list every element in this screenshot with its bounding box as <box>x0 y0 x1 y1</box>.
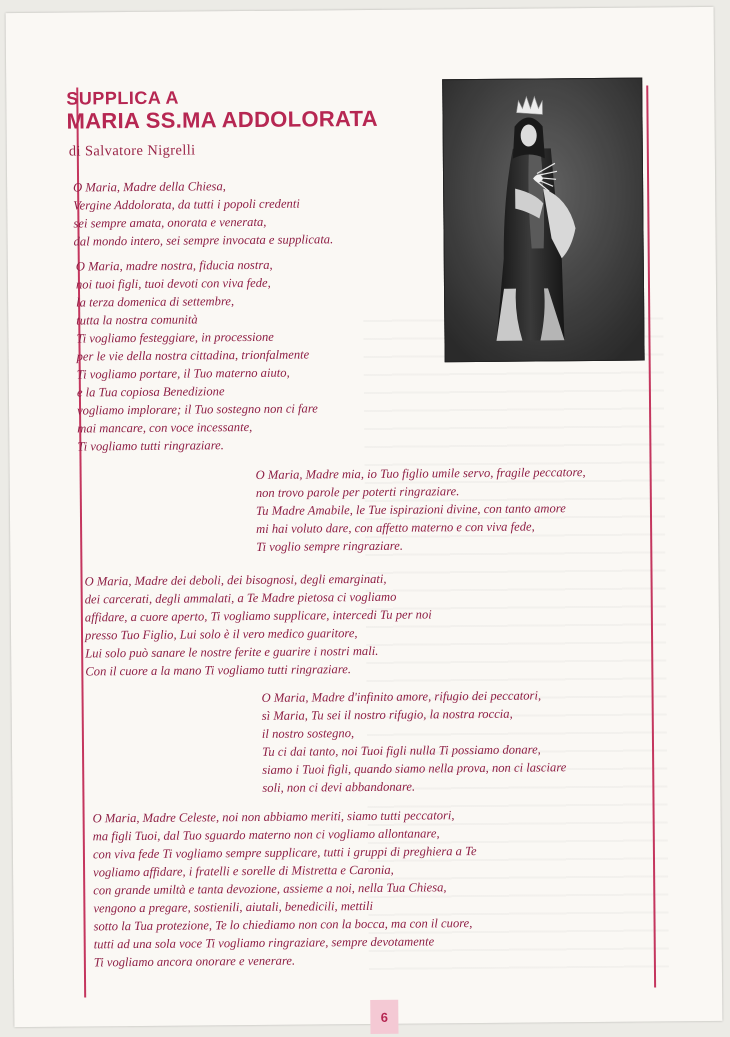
title-line-1: SUPPLICA A <box>66 87 180 109</box>
stanza-1 <box>73 176 333 250</box>
stanza-line: tutti ad una sola voce Ti vogliamo ringraziare, sempre devotamente <box>93 934 435 952</box>
stanza-line: soli, non ci devi abbandonare. <box>262 779 416 795</box>
madonna-statue-photo <box>442 78 644 363</box>
stanza-line: e la Tua copiosa Benedizione <box>76 384 225 400</box>
stanza-line: O Maria, Madre della Chiesa, <box>73 179 226 195</box>
stanza-line: per le vie della nostra cittadina, trionfalmente <box>76 347 310 364</box>
stanza-line: O Maria, madre nostra, fiducia nostra, <box>75 257 273 274</box>
stanza-line: Tu Madre Amabile, le Tue ispirazioni divine, con tanto amore <box>255 501 566 518</box>
stanza-line: ma figli Tuoi, dal Tuo sguardo materno non ci vogliamo allontanare, <box>92 826 440 844</box>
stanza-line: Ti vogliamo tutti ringraziare. <box>77 438 224 454</box>
stanza-line: affidare, a cuore aperto, Ti vogliamo supplicare, intercedi Tu per noi <box>84 607 432 625</box>
author-byline: di Salvatore Nigrelli <box>68 142 196 160</box>
stanza-line: O Maria, Madre dei deboli, dei bisognosi, degli emarginati, <box>84 571 387 589</box>
stanza-line: dal mondo intero, sei sempre invocata e supplicata. <box>73 232 334 249</box>
page <box>6 7 723 1027</box>
stanza-line: Tu ci dai tanto, noi Tuoi figli nulla Ti possiamo donare, <box>261 742 541 759</box>
stanza-line: Ti voglio sempre ringraziare. <box>256 538 404 554</box>
stanza-6 <box>93 806 478 971</box>
stanza-line: O Maria, Madre Celeste, noi non abbiamo meriti, siamo tutti peccatori, <box>92 808 455 826</box>
stanza-line: mai mancare, con voce incessante, <box>77 419 253 436</box>
stanza-line: tutta la nostra comunità <box>76 312 198 328</box>
stanza-line: noi tuoi figli, tuoi devoti con viva fede, <box>75 275 271 292</box>
stanza-line: presso Tuo Figlio, Lui solo è il vero medico guaritore, <box>84 626 358 643</box>
stanza-line: il nostro sostegno, <box>261 726 355 741</box>
stanza-3 <box>256 463 587 556</box>
stanza-line: con grande umiltà e tanta devozione, assieme a noi, nella Tua Chiesa, <box>93 880 447 898</box>
stanza-line: mi hai voluto dare, con affetto materno e con viva fede, <box>256 519 535 536</box>
stanza-line: Ti vogliamo ancora onorare e venerare. <box>93 953 296 970</box>
stanza-line: vengono a pregare, sostienili, aiutali, benedicili, mettili <box>93 898 374 916</box>
stanza-line: vogliamo implorare; il Tuo sostegno non ci fare <box>76 401 318 418</box>
stanza-2 <box>76 255 319 455</box>
stanza-line: sei sempre amata, onorata e venerata, <box>73 214 267 231</box>
stanza-4 <box>84 569 432 680</box>
stanza-line: vogliamo affidare, i fratelli e sorelle di Mistretta e Caronia, <box>93 862 394 880</box>
title-line-2: MARIA SS.MA ADDOLORATA <box>66 105 378 134</box>
stanza-line: Vergine Addolorata, da tutti i popoli credenti <box>73 196 300 213</box>
stanza-line: O Maria, Madre d'infinito amore, rifugio dei peccatori, <box>261 688 542 705</box>
stanza-line: sotto la Tua protezione, Te lo chiediamo non con la bocca, ma con il cuore, <box>93 916 473 934</box>
stanza-line: O Maria, Madre mia, io Tuo figlio umile servo, fragile peccatore, <box>255 465 586 482</box>
stanza-line: siamo i Tuoi figli, quando siamo nella prova, non ci lasciare <box>262 760 567 777</box>
stanza-line: la terza domenica di settembre, <box>76 294 235 310</box>
stanza-5 <box>261 686 566 797</box>
stanza-line: Ti vogliamo portare, il Tuo materno aiuto, <box>76 365 290 382</box>
stanza-line: non trovo parole per poterti ringraziare. <box>255 484 460 500</box>
stanza-line: Ti vogliamo festeggiare, in processione <box>76 329 274 346</box>
stanza-line: Con il cuore a la mano Ti vogliamo tutti ringraziare. <box>85 662 352 679</box>
stanza-line: Lui solo può sanare le nostre ferite e guarire i nostri mali. <box>85 643 379 661</box>
stanza-line: sì Maria, Tu sei il nostro rifugio, la nostra roccia, <box>261 706 513 723</box>
page-number: 6 <box>370 1000 398 1034</box>
stanza-line: dei carcerati, degli ammalati, a Te Madre pietosa ci vogliamo <box>84 589 397 607</box>
stanza-line: con viva fede Ti vogliamo sempre supplicare, tutti i gruppi di preghiera a Te <box>92 844 477 862</box>
